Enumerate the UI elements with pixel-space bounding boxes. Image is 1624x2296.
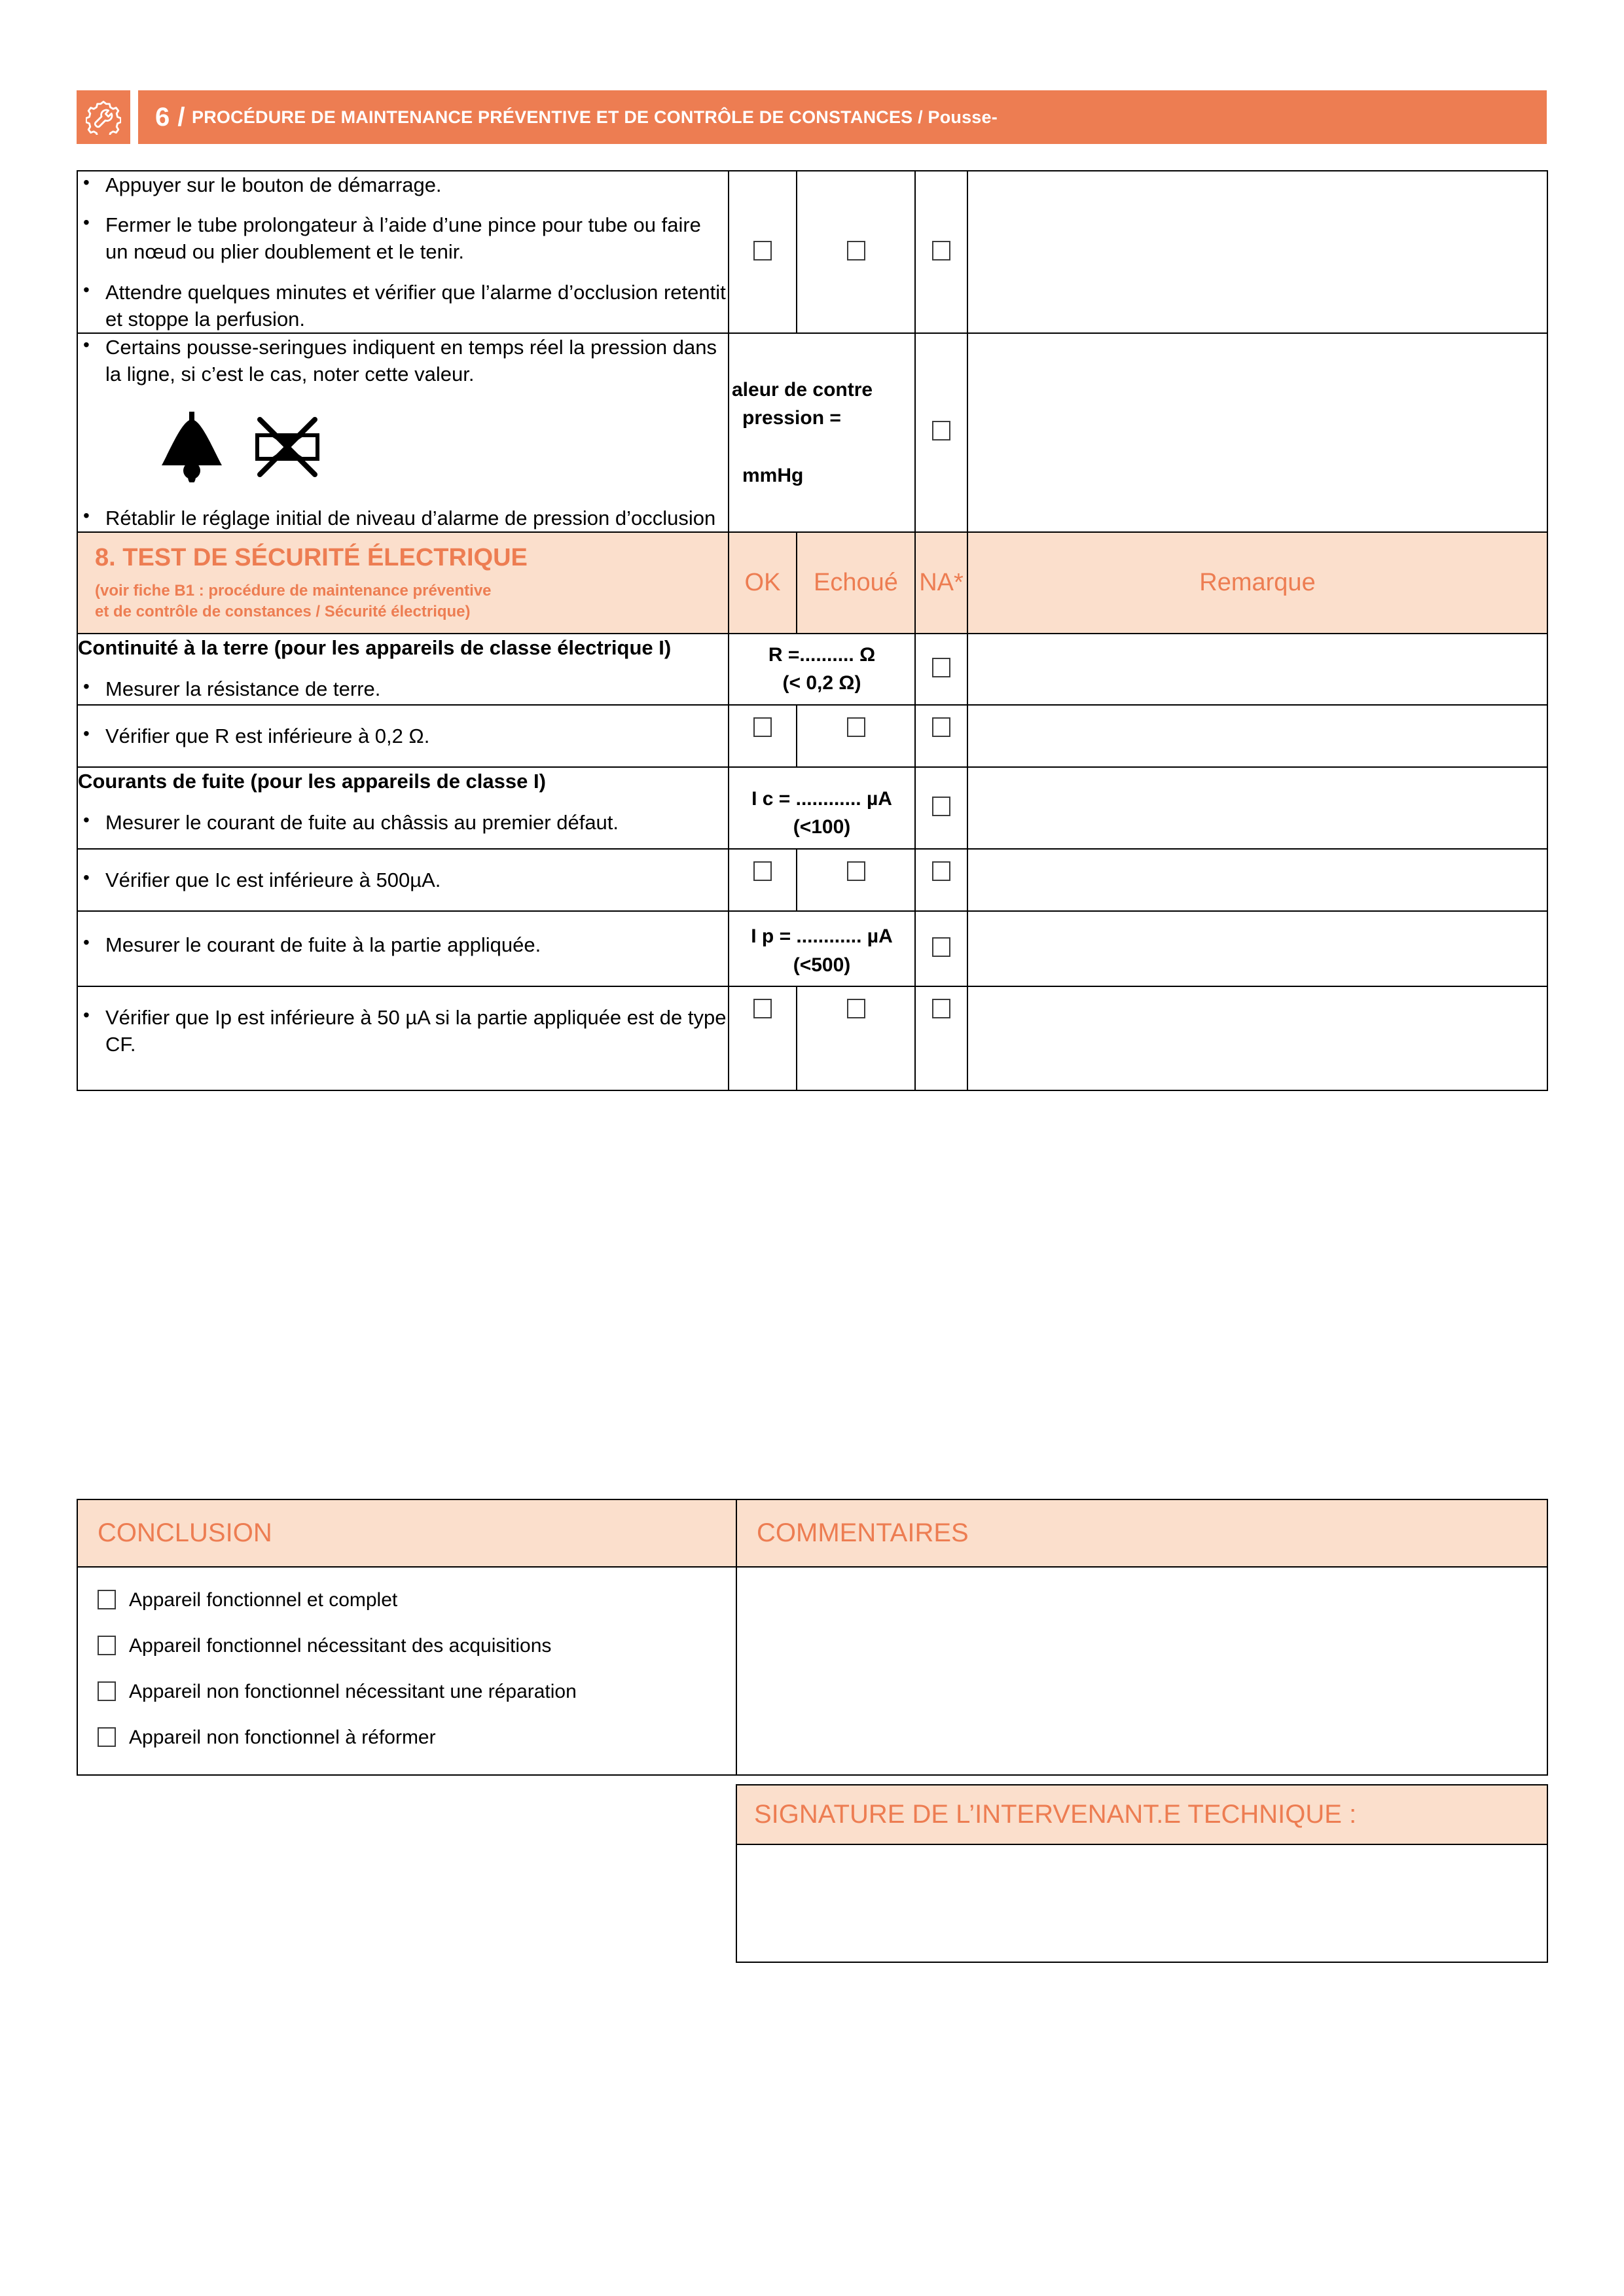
checkbox-cell-ok[interactable]	[729, 705, 797, 767]
checkbox[interactable]	[753, 241, 772, 260]
checkbox[interactable]	[932, 241, 950, 260]
signature-table	[736, 1784, 1548, 1963]
checkbox[interactable]	[932, 937, 950, 957]
checkbox[interactable]	[932, 658, 950, 677]
list-item: • Mesurer la résistance de terre.	[78, 675, 728, 702]
checkbox[interactable]	[932, 999, 950, 1018]
checkbox-cell-na[interactable]	[915, 767, 967, 849]
bullet-list	[78, 867, 728, 893]
test-heading: Continuité à la terre (pour les appareils de classe électrique I)	[78, 636, 672, 659]
list-item[interactable]	[98, 1587, 723, 1613]
conclusion-body-row	[77, 1567, 1547, 1775]
test-row-cell	[77, 986, 729, 1090]
bullet-list	[78, 171, 728, 332]
page-title: PROCÉDURE DE MAINTENANCE PRÉVENTIVE ET DE CONTRÔLE DE CONSTANCES / Pousse-	[191, 107, 998, 127]
signature-title: SIGNATURE DE L’INTERVENANT.E TECHNIQUE :	[737, 1785, 1547, 1844]
conclusion-table	[77, 1499, 1548, 1776]
bell-crossed-out-icon	[249, 410, 325, 482]
checkbox-cell-echoue[interactable]	[797, 986, 915, 1090]
table-row	[77, 171, 1547, 333]
remark-cell[interactable]	[967, 911, 1547, 986]
checkbox[interactable]	[753, 861, 772, 881]
test-row-cell	[77, 849, 729, 911]
measure-line1: I c = ............ µA	[751, 787, 892, 810]
gear-wrench-icon	[77, 90, 130, 144]
checkbox[interactable]	[753, 717, 772, 737]
list-item: • Attendre quelques minutes et vérifier que l’alarme d’occlusion retentit et stoppe la perfusion.	[78, 279, 728, 332]
conclusion-option-label: Appareil fonctionnel et complet	[129, 1589, 398, 1611]
measure-line2: (<100)	[793, 816, 851, 838]
comments-input-cell[interactable]	[736, 1567, 1547, 1775]
table-row	[77, 849, 1547, 911]
signature-body-row	[736, 1844, 1547, 1962]
list-item: • Vérifier que R est inférieure à 0,2 Ω.	[78, 723, 728, 749]
checkbox[interactable]	[98, 1727, 116, 1747]
test-row-cell	[77, 767, 729, 849]
conclusion-title-cell	[77, 1499, 736, 1567]
section-title: 8. TEST DE SÉCURITÉ ÉLECTRIQUE	[95, 543, 528, 571]
conclusion-options-list	[78, 1568, 736, 1774]
bullet-list	[78, 723, 728, 749]
bullet-list	[78, 505, 728, 531]
section-subtitle	[78, 573, 728, 632]
checkbox[interactable]	[932, 797, 950, 816]
measure-value-cell[interactable]	[729, 634, 915, 705]
instructions-cell-1	[77, 171, 729, 333]
list-item[interactable]	[98, 1725, 723, 1751]
section-number: 6 /	[155, 102, 185, 132]
checkbox-cell-ok[interactable]	[729, 171, 797, 333]
checkbox[interactable]	[932, 717, 950, 737]
conclusion-option-label: Appareil non fonctionnel à réformer	[129, 1726, 436, 1748]
page-header	[77, 90, 1547, 144]
measure-line2: (< 0,2 Ω)	[782, 672, 861, 694]
checkbox[interactable]	[847, 717, 865, 737]
column-header-na: NA*	[915, 532, 967, 634]
checkbox-cell-na[interactable]	[915, 911, 967, 986]
checkbox-cell-ok[interactable]	[729, 986, 797, 1090]
list-item[interactable]	[98, 1679, 723, 1705]
column-header-ok: OK	[729, 532, 797, 634]
checkbox-cell-ok[interactable]	[729, 849, 797, 911]
list-item: • Rétablir le réglage initial de niveau d’alarme de pression d’occlusion	[78, 505, 728, 531]
checkbox-cell-na[interactable]	[915, 849, 967, 911]
conclusion-title: CONCLUSION	[98, 1518, 272, 1547]
conclusion-option-label: Appareil non fonctionnel nécessitant une réparation	[129, 1680, 577, 1702]
alarm-symbols	[156, 410, 728, 482]
checkbox[interactable]	[98, 1590, 116, 1609]
conclusion-options-cell	[77, 1567, 736, 1775]
comments-title-cell	[736, 1499, 1547, 1567]
remark-cell[interactable]	[967, 986, 1547, 1090]
column-header-remarque: Remarque	[967, 532, 1547, 634]
remark-cell[interactable]	[967, 171, 1547, 333]
checkbox[interactable]	[98, 1681, 116, 1701]
test-heading: Courants de fuite (pour les appareils de classe I)	[78, 769, 546, 793]
test-row-cell	[77, 911, 729, 986]
pressure-value-cell[interactable]	[729, 333, 915, 532]
checkbox[interactable]	[98, 1636, 116, 1655]
bullet-list	[78, 675, 728, 702]
measure-line1: I p = ............ µA	[751, 925, 893, 948]
bullet-list	[78, 334, 728, 387]
remark-cell[interactable]	[967, 705, 1547, 767]
pressure-label-line2: pression =	[742, 407, 841, 429]
test-row-cell	[77, 705, 729, 767]
checkbox[interactable]	[847, 241, 865, 260]
section-header-row	[77, 532, 1547, 634]
list-item: • Vérifier que Ic est inférieure à 500µA.	[78, 867, 728, 893]
list-item: • Vérifier que Ip est inférieure à 50 µA si la partie appliquée est de type CF.	[78, 1004, 728, 1058]
comments-title: COMMENTAIRES	[757, 1518, 969, 1547]
list-item: • Certains pousse-seringues indiquent en temps réel la pression dans la ligne, si c’est le cas, noter cette valeur.	[78, 334, 728, 387]
remark-cell[interactable]	[967, 767, 1547, 849]
checkbox[interactable]	[753, 999, 772, 1018]
signature-header-row	[736, 1785, 1547, 1844]
checkbox-cell-na[interactable]	[915, 634, 967, 705]
measure-line2: (<500)	[793, 954, 851, 976]
instructions-cell-2	[77, 333, 729, 532]
table-row	[77, 767, 1547, 849]
section-subtitle-line2: et de contrôle de constances / Sécurité électrique)	[95, 603, 471, 621]
remark-cell[interactable]	[967, 333, 1547, 532]
header-title-bar	[138, 90, 1547, 144]
remark-cell[interactable]	[967, 849, 1547, 911]
measure-value-cell[interactable]	[729, 767, 915, 849]
list-item: • Mesurer le courant de fuite au châssis au premier défaut.	[78, 809, 728, 836]
section-subtitle-line1: (voir fiche B1 : procédure de maintenance préventive	[95, 582, 492, 600]
measure-value-cell[interactable]	[729, 911, 915, 986]
checkbox[interactable]	[932, 421, 950, 440]
signature-input-cell[interactable]	[736, 1844, 1547, 1962]
checkbox[interactable]	[847, 999, 865, 1018]
table-row	[77, 333, 1547, 532]
checkbox-cell-echoue[interactable]	[797, 171, 915, 333]
conclusion-header-row	[77, 1499, 1547, 1567]
checkbox-cell-echoue[interactable]	[797, 849, 915, 911]
table-row	[77, 705, 1547, 767]
column-header-echoue: Echoué	[797, 532, 915, 634]
pressure-unit: mmHg	[742, 464, 804, 486]
test-row-cell	[77, 634, 729, 705]
checkbox-cell-echoue[interactable]	[797, 705, 915, 767]
bell-icon	[156, 410, 227, 482]
table-row	[77, 986, 1547, 1090]
checkbox-cell-na[interactable]	[915, 986, 967, 1090]
bullet-list	[78, 1004, 728, 1058]
pressure-label-line1: aleur de contre	[732, 378, 873, 401]
list-item: • Mesurer le courant de fuite à la partie appliquée.	[78, 931, 728, 958]
signature-title-cell	[736, 1785, 1547, 1844]
bullet-list	[78, 931, 728, 958]
section-title-cell	[77, 532, 729, 634]
checkbox[interactable]	[932, 861, 950, 881]
checklist-table	[77, 170, 1548, 1091]
table-row	[77, 911, 1547, 986]
remark-cell[interactable]	[967, 634, 1547, 705]
table-row	[77, 634, 1547, 705]
checkbox-cell-na[interactable]	[915, 705, 967, 767]
checkbox-cell-na[interactable]	[915, 171, 967, 333]
bullet-list	[78, 809, 728, 836]
list-item: • Appuyer sur le bouton de démarrage.	[78, 171, 728, 198]
checkbox-cell-na[interactable]	[915, 333, 967, 532]
conclusion-option-label: Appareil fonctionnel nécessitant des acquisitions	[129, 1634, 552, 1657]
list-item[interactable]	[98, 1633, 723, 1659]
list-item: • Fermer le tube prolongateur à l’aide d’une pince pour tube ou faire un nœud ou plier doublement et le tenir.	[78, 211, 728, 265]
measure-line1: R =.......... Ω	[768, 643, 876, 666]
checkbox[interactable]	[847, 861, 865, 881]
